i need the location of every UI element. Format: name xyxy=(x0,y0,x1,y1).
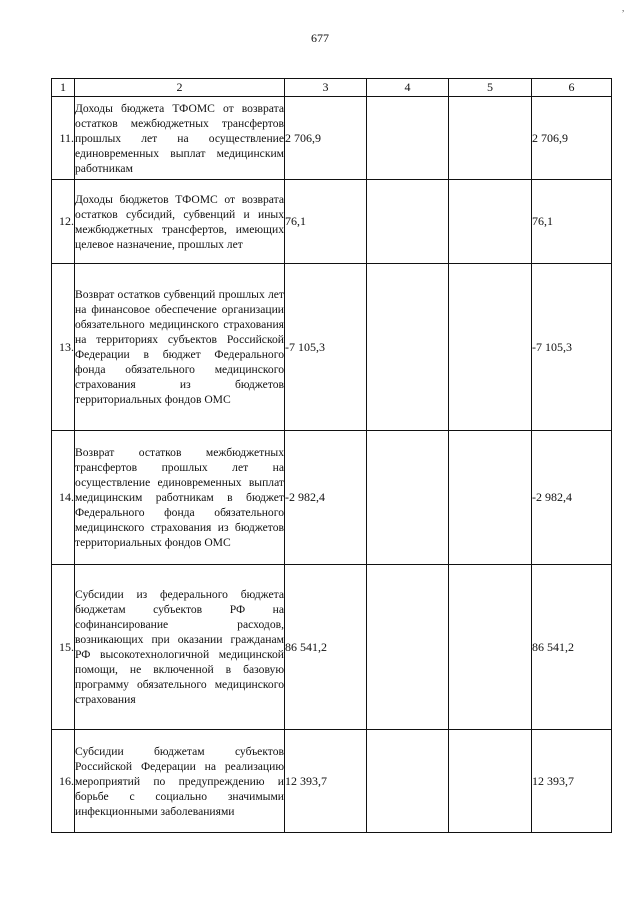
row-value-col3: 76,1 xyxy=(285,180,367,264)
table-row xyxy=(52,431,612,565)
row-number: 12. xyxy=(52,180,75,264)
row-description: Доходы бюджета ТФОМС от возврата остатков межбюджетных трансфертов прошлых лет на осуществление единовременных выплат медицинским работникам xyxy=(75,97,285,180)
table-row xyxy=(52,264,612,431)
row-number: 15. xyxy=(52,565,75,730)
corner-mark: , xyxy=(622,3,625,13)
row-value-col6: 86 541,2 xyxy=(532,565,612,730)
header-col-3: 3 xyxy=(285,79,367,97)
row-value-col6: -2 982,4 xyxy=(532,431,612,565)
row-value-col3: 86 541,2 xyxy=(285,565,367,730)
row-number: 14. xyxy=(52,431,75,565)
row-description: Субсидии бюджетам субъектов Российской Федерации на реализацию мероприятий по предупреждению и борьбе с социально значимыми инфекционными заболеваниями xyxy=(75,730,285,833)
row-description: Возврат остатков субвенций прошлых лет на финансовое обеспечение организации обязательного медицинского страхования на территориях субъектов Российской Федерации в бюджет Федерального фонда обязательного медицинского страхования из бюджетов территориальных фондов ОМС xyxy=(75,264,285,431)
table-row xyxy=(52,565,612,730)
row-value-col6: -7 105,3 xyxy=(532,264,612,431)
row-value-col3: -7 105,3 xyxy=(285,264,367,431)
row-description: Субсидии из федерального бюджета бюджетам субъектов РФ на софинансирование расходов, возникающих при оказании гражданам РФ высокотехнологичной медицинской помощи, не включенной в базовую программу обязательного медицинского страхования xyxy=(75,565,285,730)
row-value-col6: 76,1 xyxy=(532,180,612,264)
header-col-6: 6 xyxy=(532,79,612,97)
header-row xyxy=(52,79,612,97)
row-value-col4 xyxy=(367,180,449,264)
row-description: Возврат остатков межбюджетных трансфертов прошлых лет на осуществление единовременных выплат медицинским работникам в бюджет Федерального фонда обязательного медицинского страхования из бюджетов территориальных фондов ОМС xyxy=(75,431,285,565)
row-value-col5 xyxy=(449,97,532,180)
row-value-col6: 2 706,9 xyxy=(532,97,612,180)
row-value-col4 xyxy=(367,565,449,730)
page-number: 677 xyxy=(311,31,329,45)
table-row xyxy=(52,730,612,833)
row-value-col3: 2 706,9 xyxy=(285,97,367,180)
header-col-1: 1 xyxy=(52,79,75,97)
table-row xyxy=(52,180,612,264)
row-description: Доходы бюджетов ТФОМС от возврата остатков субсидий, субвенций и иных межбюджетных трансфертов, имеющих целевое назначение, прошлых лет xyxy=(75,180,285,264)
table-row xyxy=(52,97,612,180)
row-value-col3: -2 982,4 xyxy=(285,431,367,565)
row-value-col3: 12 393,7 xyxy=(285,730,367,833)
row-value-col5 xyxy=(449,180,532,264)
row-value-col4 xyxy=(367,97,449,180)
row-number: 16. xyxy=(52,730,75,833)
header-col-4: 4 xyxy=(367,79,449,97)
row-value-col6: 12 393,7 xyxy=(532,730,612,833)
row-number: 11. xyxy=(52,97,75,180)
header-col-5: 5 xyxy=(449,79,532,97)
row-value-col4 xyxy=(367,431,449,565)
row-number: 13. xyxy=(52,264,75,431)
row-value-col5 xyxy=(449,565,532,730)
row-value-col4 xyxy=(367,264,449,431)
header-col-2: 2 xyxy=(75,79,285,97)
row-value-col4 xyxy=(367,730,449,833)
row-value-col5 xyxy=(449,431,532,565)
budget-table xyxy=(51,78,612,833)
row-value-col5 xyxy=(449,264,532,431)
row-value-col5 xyxy=(449,730,532,833)
